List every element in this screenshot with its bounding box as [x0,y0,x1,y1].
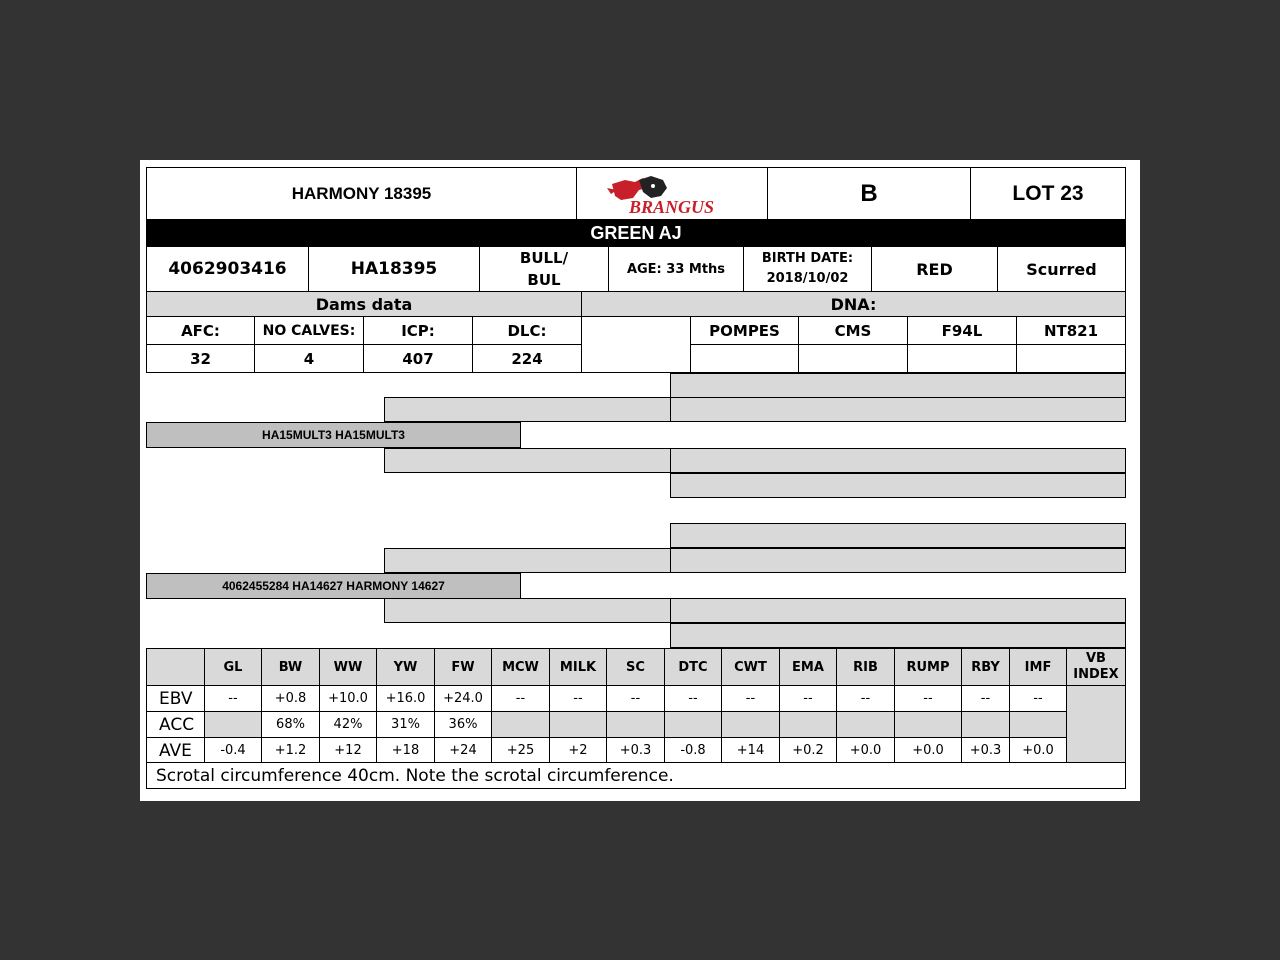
ebv-ave-imf: +0.0 [1009,737,1067,764]
ebv-header-mcw: MCW [491,648,550,686]
ebv-row-label-ave: AVE [146,737,205,764]
pedigree-ggs-3 [670,523,1126,548]
ebv-ave-rump: +0.0 [894,737,962,764]
ebv-header-gl: GL [204,648,262,686]
pedigree-ggs-2 [670,448,1126,473]
ebv-ave-ema: +0.2 [779,737,837,764]
ebv-ave-bw: +1.2 [261,737,320,764]
dna-f94l-label: F94L [907,316,1017,345]
ebv-header-rby: RBY [961,648,1010,686]
ebv-header-milk: MILK [549,648,607,686]
dams-afc-value: 32 [146,344,255,373]
ebv-corner [146,648,205,686]
dams-afc-label: AFC: [146,316,255,345]
ebv-acc-imf [1009,711,1067,738]
ebv-header-fw: FW [434,648,492,686]
dams-icp-value: 407 [363,344,473,373]
ebv-ebv-yw: +16.0 [376,685,435,712]
grade: B [767,167,971,220]
ebv-acc-yw: 31% [376,711,435,738]
ebv-row-label-ebv: EBV [146,685,205,712]
note: Scrotal circumference 40cm. Note the scrotal circumference. [146,762,1126,789]
birth-date: BIRTH DATE: 2018/10/02 [743,246,872,292]
ebv-ave-dtc: -0.8 [664,737,722,764]
pedigree-ggd-1 [670,397,1126,422]
ebv-acc-rib [836,711,895,738]
dna-cms-value [798,344,908,373]
pedigree-ggs-4 [670,598,1126,623]
ebv-header-yw: YW [376,648,435,686]
pedigree-ggd-3 [670,548,1126,573]
age: AGE: 33 Mths [608,246,744,292]
dams-calves-value: 4 [254,344,364,373]
pedigree-ggd-4 [670,623,1126,648]
ebv-ebv-imf: -- [1009,685,1067,712]
ebv-header-rump: RUMP [894,648,962,686]
ebv-ave-rib: +0.0 [836,737,895,764]
breeder-bar: GREEN AJ [146,219,1126,247]
brangus-logo-icon [577,168,767,219]
ebv-row-label-acc: ACC [146,711,205,738]
pedigree-gs-1 [384,397,671,422]
sex: BULL/ BUL [479,246,609,292]
ebv-acc-fw: 36% [434,711,492,738]
svg-text:BRANGUS: BRANGUS [629,197,715,217]
ebv-ebv-dtc: -- [664,685,722,712]
dna-title: DNA: [581,291,1126,317]
ebv-ave-milk: +2 [549,737,607,764]
ebv-ebv-gl: -- [204,685,262,712]
lot-number: LOT 23 [970,167,1126,220]
animal-name: HARMONY 18395 [146,167,577,220]
ebv-ave-mcw: +25 [491,737,550,764]
dna-cms-label: CMS [798,316,908,345]
ebv-ave-gl: -0.4 [204,737,262,764]
ebv-ebv-rib: -- [836,685,895,712]
dna-blank [581,316,691,373]
animal-code: HA18395 [308,246,480,292]
ebv-ave-ww: +12 [319,737,377,764]
ebv-ebv-ww: +10.0 [319,685,377,712]
ebv-header-dtc: DTC [664,648,722,686]
pedigree-ggd-2 [670,473,1126,498]
ebv-ave-sc: +0.3 [606,737,665,764]
ebv-acc-cwt [721,711,780,738]
ebv-header-sc: SC [606,648,665,686]
ebv-header-imf: IMF [1009,648,1067,686]
ebv-ebv-sc: -- [606,685,665,712]
ebv-acc-rump [894,711,962,738]
ebv-acc-sc [606,711,665,738]
ebv-acc-milk [549,711,607,738]
brangus-logo [576,167,768,220]
dams-title: Dams data [146,291,582,317]
pedigree-sire: HA15MULT3 HA15MULT3 [146,422,521,448]
ebv-ebv-rby: -- [961,685,1010,712]
dna-f94l-value [907,344,1017,373]
pedigree-ggs-1 [670,373,1126,398]
ebv-ebv-fw: +24.0 [434,685,492,712]
id-number: 4062903416 [146,246,309,292]
ebv-ebv-cwt: -- [721,685,780,712]
ebv-ebv-milk: -- [549,685,607,712]
ebv-acc-ww: 42% [319,711,377,738]
ebv-ebv-bw: +0.8 [261,685,320,712]
ebv-ave-fw: +24 [434,737,492,764]
color: RED [871,246,998,292]
ebv-ave-yw: +18 [376,737,435,764]
lot-card [140,160,1140,801]
dams-dlc-label: DLC: [472,316,582,345]
ebv-acc-dtc [664,711,722,738]
ebv-header-ww: WW [319,648,377,686]
ebv-acc-mcw [491,711,550,738]
ebv-ebv-ema: -- [779,685,837,712]
ebv-header-rib: RIB [836,648,895,686]
pedigree-gs-2 [384,548,671,573]
ebv-ave-cwt: +14 [721,737,780,764]
ebv-ebv-rump: -- [894,685,962,712]
ebv-acc-rby [961,711,1010,738]
dams-icp-label: ICP: [363,316,473,345]
dams-calves-label: NO CALVES: [254,316,364,345]
polled-status: Scurred [997,246,1126,292]
ebv-acc-ema [779,711,837,738]
pedigree-gd-2 [384,598,671,623]
ebv-ebv-mcw: -- [491,685,550,712]
dna-pompes-label: POMPES [690,316,799,345]
dna-nt821-label: NT821 [1016,316,1126,345]
ebv-header-bw: BW [261,648,320,686]
ebv-header-vb-index: VB INDEX [1066,648,1126,686]
dams-dlc-value: 224 [472,344,582,373]
vb-index-value [1066,685,1126,764]
dna-nt821-value [1016,344,1126,373]
ebv-header-ema: EMA [779,648,837,686]
ebv-acc-gl [204,711,262,738]
ebv-ave-rby: +0.3 [961,737,1010,764]
dna-pompes-value [690,344,799,373]
pedigree-dam: 4062455284 HA14627 HARMONY 14627 [146,573,521,599]
ebv-acc-bw: 68% [261,711,320,738]
ebv-header-cwt: CWT [721,648,780,686]
pedigree-gd-1 [384,448,671,473]
